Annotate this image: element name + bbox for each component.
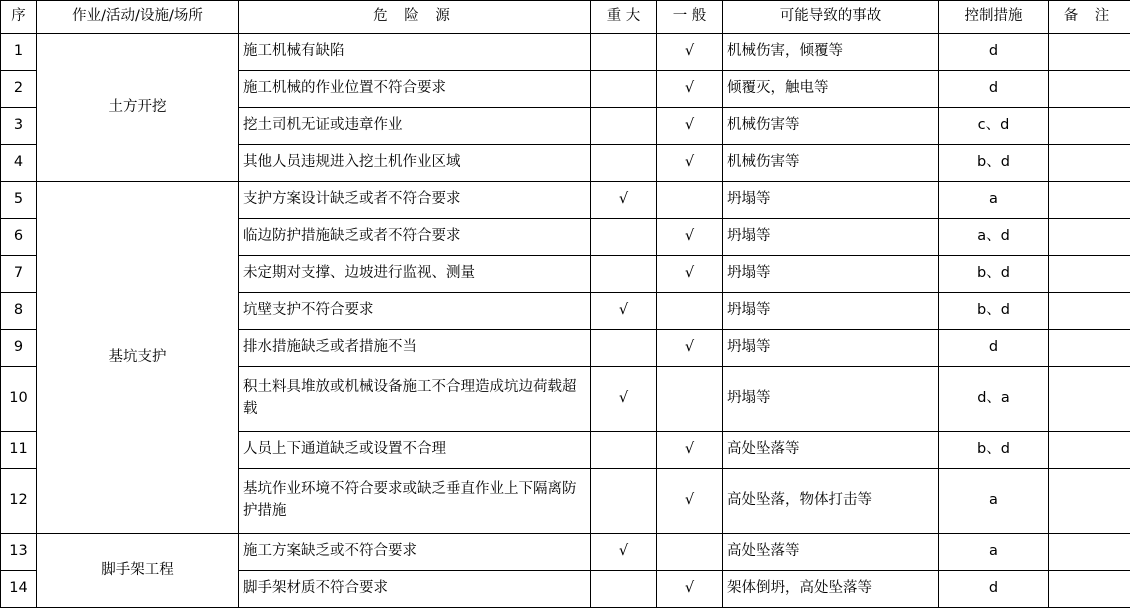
cell-general: [657, 533, 723, 570]
cell-accident: 坍塌等: [723, 219, 939, 256]
header-row: [1, 1, 1130, 34]
cell-seq: 14: [1, 570, 37, 607]
table-row: [1, 182, 1130, 219]
cell-remark: [1049, 330, 1130, 367]
table-row: [1, 34, 1130, 71]
cell-seq: 10: [1, 367, 37, 432]
cell-hazard: 支护方案设计缺乏或者不符合要求: [239, 182, 591, 219]
cell-seq: 3: [1, 108, 37, 145]
cell-hazard: 未定期对支撑、边坡进行监视、测量: [239, 256, 591, 293]
header-activity: 作业/活动/设施/场所: [37, 1, 239, 34]
cell-hazard: 脚手架材质不符合要求: [239, 570, 591, 607]
header-hazard: 危 险 源: [239, 1, 591, 34]
cell-control: a: [939, 182, 1049, 219]
cell-major: [591, 469, 657, 534]
cell-general: [657, 293, 723, 330]
cell-remark: [1049, 219, 1130, 256]
cell-hazard: 基坑作业环境不符合要求或缺乏垂直作业上下隔离防护措施: [239, 469, 591, 534]
cell-accident: 坍塌等: [723, 367, 939, 432]
cell-major: [591, 71, 657, 108]
cell-major: √: [591, 533, 657, 570]
cell-accident: 高处坠落等: [723, 432, 939, 469]
cell-control: d、a: [939, 367, 1049, 432]
cell-remark: [1049, 34, 1130, 71]
header-control: 控制措施: [939, 1, 1049, 34]
cell-remark: [1049, 145, 1130, 182]
cell-general: √: [657, 34, 723, 71]
cell-remark: [1049, 432, 1130, 469]
cell-general: [657, 367, 723, 432]
cell-hazard: 其他人员违规进入挖土机作业区域: [239, 145, 591, 182]
cell-activity: 基坑支护: [37, 182, 239, 534]
cell-remark: [1049, 71, 1130, 108]
cell-remark: [1049, 256, 1130, 293]
cell-accident: 坍塌等: [723, 182, 939, 219]
cell-accident: 倾覆灭，触电等: [723, 71, 939, 108]
header-general: 一 般: [657, 1, 723, 34]
cell-general: √: [657, 330, 723, 367]
table-body: [1, 34, 1130, 608]
cell-major: [591, 570, 657, 607]
cell-control: b、d: [939, 145, 1049, 182]
cell-major: [591, 432, 657, 469]
cell-accident: 高处坠落，物体打击等: [723, 469, 939, 534]
cell-control: d: [939, 34, 1049, 71]
cell-hazard: 施工方案缺乏或不符合要求: [239, 533, 591, 570]
cell-accident: 坍塌等: [723, 293, 939, 330]
cell-major: [591, 330, 657, 367]
cell-control: b、d: [939, 293, 1049, 330]
cell-major: √: [591, 367, 657, 432]
table-header: [1, 1, 1130, 34]
cell-seq: 9: [1, 330, 37, 367]
cell-control: c、d: [939, 108, 1049, 145]
cell-general: √: [657, 108, 723, 145]
cell-major: [591, 256, 657, 293]
cell-seq: 1: [1, 34, 37, 71]
cell-control: a、d: [939, 219, 1049, 256]
cell-control: b、d: [939, 432, 1049, 469]
cell-general: √: [657, 145, 723, 182]
cell-accident: 机械伤害等: [723, 108, 939, 145]
cell-general: √: [657, 71, 723, 108]
cell-general: [657, 182, 723, 219]
cell-control: d: [939, 570, 1049, 607]
cell-control: a: [939, 469, 1049, 534]
cell-seq: 6: [1, 219, 37, 256]
header-seq: 序: [1, 1, 37, 34]
cell-general: √: [657, 219, 723, 256]
cell-control: a: [939, 533, 1049, 570]
header-major: 重 大: [591, 1, 657, 34]
cell-seq: 12: [1, 469, 37, 534]
cell-major: [591, 145, 657, 182]
cell-remark: [1049, 293, 1130, 330]
cell-general: √: [657, 256, 723, 293]
cell-seq: 13: [1, 533, 37, 570]
cell-hazard: 人员上下通道缺乏或设置不合理: [239, 432, 591, 469]
cell-control: d: [939, 71, 1049, 108]
cell-major: √: [591, 182, 657, 219]
header-accident: 可能导致的事故: [723, 1, 939, 34]
cell-activity: 脚手架工程: [37, 533, 239, 607]
cell-seq: 11: [1, 432, 37, 469]
cell-hazard: 临边防护措施缺乏或者不符合要求: [239, 219, 591, 256]
cell-hazard: 坑壁支护不符合要求: [239, 293, 591, 330]
cell-general: √: [657, 469, 723, 534]
cell-remark: [1049, 570, 1130, 607]
cell-control: d: [939, 330, 1049, 367]
cell-activity: 土方开挖: [37, 34, 239, 182]
cell-major: [591, 34, 657, 71]
header-remark: 备 注: [1049, 1, 1130, 34]
cell-accident: 坍塌等: [723, 256, 939, 293]
table-row: [1, 533, 1130, 570]
cell-remark: [1049, 108, 1130, 145]
cell-remark: [1049, 469, 1130, 534]
cell-hazard: 施工机械的作业位置不符合要求: [239, 71, 591, 108]
cell-accident: 坍塌等: [723, 330, 939, 367]
cell-seq: 2: [1, 71, 37, 108]
cell-seq: 4: [1, 145, 37, 182]
cell-hazard: 施工机械有缺陷: [239, 34, 591, 71]
cell-seq: 7: [1, 256, 37, 293]
cell-remark: [1049, 533, 1130, 570]
cell-accident: 机械伤害，倾覆等: [723, 34, 939, 71]
cell-control: b、d: [939, 256, 1049, 293]
cell-hazard: 挖土司机无证或违章作业: [239, 108, 591, 145]
cell-major: [591, 108, 657, 145]
cell-major: [591, 219, 657, 256]
cell-remark: [1049, 182, 1130, 219]
cell-seq: 8: [1, 293, 37, 330]
cell-hazard: 排水措施缺乏或者措施不当: [239, 330, 591, 367]
cell-accident: 机械伤害等: [723, 145, 939, 182]
cell-hazard: 积土料具堆放或机械设备施工不合理造成坑边荷载超载: [239, 367, 591, 432]
cell-major: √: [591, 293, 657, 330]
cell-remark: [1049, 367, 1130, 432]
cell-general: √: [657, 432, 723, 469]
cell-accident: 高处坠落等: [723, 533, 939, 570]
cell-general: √: [657, 570, 723, 607]
cell-accident: 架体倒坍，高处坠落等: [723, 570, 939, 607]
cell-seq: 5: [1, 182, 37, 219]
